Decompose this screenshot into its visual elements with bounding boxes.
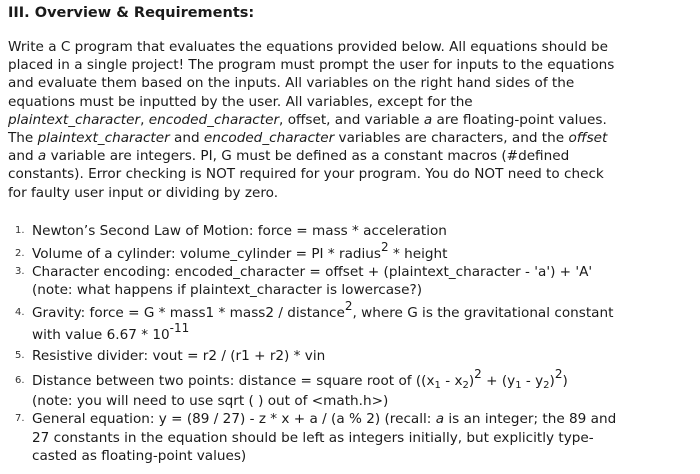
text: , offset, and variable — [279, 111, 424, 128]
item-text: (note: what happens if plaintext_character is lowercase?) — [32, 282, 422, 298]
superscript: 2 — [344, 299, 353, 313]
text: Volume of a cylinder: volume_cylinder = PI * radius — [32, 246, 382, 262]
subscript: 1 — [515, 380, 522, 391]
text: with value 6.67 * 10 — [32, 327, 170, 343]
item-text: 27 constants in the equation should be left as integers initially, but explicitly type- — [32, 429, 594, 446]
text: and — [8, 148, 38, 165]
list-item — [8, 240, 448, 263]
superscript: 2 — [381, 240, 389, 254]
text: - y — [521, 373, 544, 389]
intro-line — [8, 111, 696, 129]
item-text — [32, 367, 568, 391]
text: - x — [440, 373, 463, 389]
item-number: 1. — [15, 225, 25, 236]
item-text: (note: you will need to use sqrt ( ) out of <math.h>) — [32, 393, 389, 409]
var-offset: offset — [568, 129, 608, 146]
subscript: 2 — [543, 380, 550, 391]
intro-line — [8, 129, 696, 147]
text: Gravity: force = G * mass1 * mass2 / distance — [32, 305, 345, 321]
list-item — [8, 299, 614, 344]
var-encoded: encoded_character — [148, 111, 280, 128]
text: , where G is the gravitational constant — [352, 305, 614, 321]
intro-line: for faulty user input or dividing by zero. — [8, 184, 279, 201]
item-number: 3. — [15, 266, 25, 277]
text: + (y — [481, 373, 516, 389]
var-a: a — [37, 148, 47, 165]
item-text: Resistive divider: vout = r2 / (r1 + r2) * vin — [32, 348, 326, 364]
item-text: Character encoding: encoded_character = offset + (plaintext_character - 'a') + 'A' — [32, 264, 593, 280]
item-text: Newton’s Second Law of Motion: force = mass * acceleration — [32, 223, 447, 239]
item-text — [32, 410, 616, 429]
list-item — [8, 222, 447, 240]
text: and — [169, 129, 204, 146]
text: is an integer; the 89 and — [444, 411, 617, 427]
item-number: 4. — [15, 307, 25, 318]
text: ) — [468, 373, 475, 389]
var-a: a — [435, 411, 445, 427]
intro-line: equations must be inputted by the user. All variables, except for the — [8, 93, 473, 110]
text: ) — [562, 373, 568, 389]
text: variable are integers. PI, G must be defined as a constant macros (#defined — [46, 148, 570, 165]
list-item — [8, 263, 592, 299]
intro-line: and evaluate them based on the inputs. All variables on the right hand sides of the — [8, 75, 575, 92]
intro-line: Write a C program that evaluates the equations provided below. All equations should be — [8, 39, 609, 55]
text: The — [8, 129, 38, 146]
text: * height — [388, 246, 448, 262]
intro-line: constants). Error checking is NOT required for your program. You do NOT need to check — [8, 166, 604, 183]
text: , — [140, 111, 149, 128]
superscript: 2 — [554, 367, 563, 381]
var-plaintext: plaintext_character — [8, 111, 141, 128]
section-heading: III. Overview & Requirements: — [8, 5, 255, 21]
item-text — [32, 240, 448, 263]
superscript: -11 — [169, 321, 190, 335]
superscript: 2 — [474, 367, 482, 381]
intro-line: placed in a single project! The program must prompt the user for inputs to the equations — [8, 57, 615, 74]
text: ) — [549, 373, 555, 389]
subscript: 2 — [462, 380, 469, 391]
var-plaintext: plaintext_character — [37, 129, 170, 146]
text: are floating-point values. — [432, 111, 607, 128]
item-text — [32, 299, 614, 322]
text: General equation: y = (89 / 27) - z * x + a / (a % 2) (recall: — [32, 411, 436, 427]
item-text — [32, 321, 613, 344]
list-item — [8, 367, 568, 410]
item-number: 7. — [15, 413, 25, 424]
item-number: 2. — [15, 248, 25, 259]
var-encoded: encoded_character — [203, 129, 335, 146]
var-a: a — [423, 111, 433, 128]
list-item — [8, 347, 325, 365]
text: Distance between two points: distance = square root of ((x — [32, 373, 435, 389]
item-text: casted as floating-point values) — [32, 448, 247, 464]
intro-paragraph — [8, 38, 696, 202]
item-number: 6. — [15, 375, 25, 386]
item-number: 5. — [15, 350, 25, 361]
list-item — [8, 410, 616, 466]
text: variables are characters, and the — [334, 129, 569, 146]
subscript: 1 — [434, 380, 441, 391]
intro-line — [8, 147, 696, 165]
